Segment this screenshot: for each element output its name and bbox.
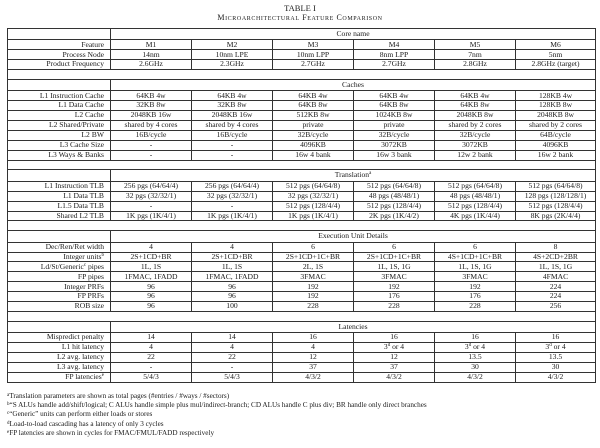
empty-cell [8, 321, 111, 332]
row-label-text: L2 Cache [74, 110, 104, 120]
table-cell: 37 [273, 362, 354, 372]
table-cell: 3072KB [435, 140, 516, 150]
row-label [8, 362, 111, 372]
table-cell: 22 [111, 353, 192, 363]
table-cell: 30 [435, 362, 516, 372]
table-cell: 48 pgs (48/48/1) [435, 191, 516, 201]
row-label [8, 60, 111, 70]
section-header [8, 170, 596, 181]
section-gap [8, 311, 596, 321]
row-label-text: Integer PRFs [64, 281, 104, 291]
table-cell: 96 [111, 302, 192, 312]
table-cell: M2 [192, 40, 273, 50]
table-cell: 3FMAC [354, 272, 435, 282]
table-cell: 64KB 4w [354, 91, 435, 101]
table-cell: shared by 4 cores [111, 121, 192, 131]
footnote-marker: d [468, 343, 472, 349]
table-cell: 96 [192, 282, 273, 292]
table-row [8, 130, 596, 140]
row-label [8, 111, 111, 121]
table-cell: private [273, 121, 354, 131]
table-row [8, 343, 596, 353]
footnote [7, 429, 595, 438]
table-cell: 16 [273, 333, 354, 343]
table-cell: 64KB 8w [273, 101, 354, 111]
table-row [8, 242, 596, 252]
table-row [8, 60, 596, 70]
table-cell: 192 [435, 282, 516, 292]
table-cell: 48 pgs (48/48/1) [354, 191, 435, 201]
table-row [8, 140, 596, 150]
table-cell: 32 pgs (32/32/1) [192, 191, 273, 201]
table-cell: 16w 2 bank [516, 150, 596, 160]
row-label [8, 262, 111, 272]
table-cell: 1FMAC, 1FADD [111, 272, 192, 282]
table-cell: shared by 4 cores [192, 121, 273, 131]
table-cell: 256 [516, 302, 596, 312]
row-label [8, 191, 111, 201]
table-cell: 2048KB 8w [435, 111, 516, 121]
table-row [8, 150, 596, 160]
row-label [8, 282, 111, 292]
table-cell: 4K pgs (1K/4/4) [435, 211, 516, 221]
row-label [8, 272, 111, 282]
section-header [8, 231, 596, 242]
footnote [7, 392, 595, 401]
table-cell: - [192, 201, 273, 211]
section-title [111, 79, 596, 90]
section-title-text: Core name [336, 28, 370, 38]
table-cell: private [354, 121, 435, 131]
footnote-marker: e [7, 429, 10, 435]
footnote [7, 401, 595, 410]
table-cell: M1 [111, 40, 192, 50]
table-cell: 2.3GHz [192, 60, 273, 70]
table-cell: 128KB 8w [516, 101, 596, 111]
row-label [8, 211, 111, 221]
section-gap [8, 160, 596, 170]
table-cell: M3 [273, 40, 354, 50]
table-cell: - [111, 201, 192, 211]
gap-cell [8, 160, 596, 170]
table-cell: 2.8GHz [435, 60, 516, 70]
table-cell: 100 [192, 302, 273, 312]
table-cell: 64KB 4w [435, 91, 516, 101]
section-title [111, 321, 596, 332]
table-cell: 96 [192, 292, 273, 302]
table-cell: 16 [516, 333, 596, 343]
table-cell: 32KB 8w [111, 101, 192, 111]
table-cell: 22 [192, 353, 273, 363]
table-cell: 64KB 4w [192, 91, 273, 101]
row-label [8, 201, 111, 211]
table-cell: 4 [111, 242, 192, 252]
row-label-text: Dec/Ren/Ret width [45, 242, 104, 251]
row-label [8, 91, 111, 101]
section-title-text: Translation [334, 170, 370, 180]
table-cell: 5/4/3 [192, 372, 273, 382]
table-row [8, 353, 596, 363]
table-cell: 192 [273, 292, 354, 302]
table-cell: 12 [273, 353, 354, 363]
table-cell: 512 pgs (128/4/4) [354, 201, 435, 211]
row-label [8, 302, 111, 312]
feature-table [7, 28, 596, 383]
footnote-text: “Generic” units can perform either loads or stores [9, 410, 153, 419]
table-cell: - [111, 362, 192, 372]
row-label [8, 121, 111, 131]
section-title [111, 29, 596, 40]
table-cell: 37 [354, 362, 435, 372]
gap-cell [8, 311, 596, 321]
table-cell: 2048KB 16w [192, 111, 273, 121]
table-cell: 128 pgs (128/128/1) [516, 191, 596, 201]
table-cell: 2048KB 8w [516, 111, 596, 121]
table-cell: 1L, 1S [111, 262, 192, 272]
table-cell: 228 [435, 302, 516, 312]
row-label-text: Product Frequency [46, 59, 104, 69]
table-cell: M6 [516, 40, 596, 50]
footnote-text: Load-to-load cascading has a latency of only 3 cycles [9, 419, 164, 428]
section-gap [8, 221, 596, 231]
row-label [8, 101, 111, 111]
table-cell: 96 [111, 292, 192, 302]
section-header [8, 79, 596, 90]
table-cell: 3$^d$ or 4 [516, 343, 596, 353]
row-label-text: L3 Cache Size [59, 140, 104, 150]
table-cell: 176 [354, 292, 435, 302]
table-row [8, 101, 596, 111]
row-label-text: L1 Data Cache [58, 100, 104, 110]
table-cell: 192 [273, 282, 354, 292]
table-cell: 64KB 4w [273, 91, 354, 101]
table-cell: 14 [111, 333, 192, 343]
section-title-text: Latencies [338, 321, 368, 331]
table-cell: 30 [516, 362, 596, 372]
table-cell: 8 [516, 242, 596, 252]
table-cell: 2.7GHz [273, 60, 354, 70]
row-label-text: L3 avg. latency [56, 362, 104, 372]
footnotes [7, 392, 595, 438]
row-label-text: L1 Instruction TLB [44, 181, 104, 191]
table-cell: - [192, 362, 273, 372]
table-cell: 512 pgs (64/64/8) [435, 181, 516, 191]
table-cell: 512 pgs (64/64/8) [354, 181, 435, 191]
table-row [8, 121, 596, 131]
table-cell: 512KB 8w [273, 111, 354, 121]
section-header [8, 29, 596, 40]
table-cell: 2K pgs (1K/4/2) [354, 211, 435, 221]
row-label [8, 140, 111, 150]
table-row [8, 40, 596, 50]
table-row [8, 211, 596, 221]
table-cell: - [192, 150, 273, 160]
row-label [8, 333, 111, 343]
row-label [8, 343, 111, 353]
table-row [8, 91, 596, 101]
table-cell: 16w 4 bank [273, 150, 354, 160]
row-label-text: Ld/St/Generic [40, 261, 84, 271]
section-gap [8, 70, 596, 80]
table-cell: - [111, 150, 192, 160]
row-label-text: Shared L2 TLB [56, 211, 104, 220]
row-label-suffix: pipes [86, 261, 104, 271]
row-label-text: L3 Ways & Banks [48, 150, 104, 159]
footnote-text: Translation parameters are shown as total pages (#entries / #ways / #sectors) [9, 392, 230, 400]
row-label-text: ROB size [74, 301, 104, 311]
table-cell: 4 [273, 343, 354, 353]
table-row [8, 262, 596, 272]
table-row [8, 292, 596, 302]
footnote-text: “S ALUs handle add/shift/logical; C ALUs handle simple plus mul/indirect-branch; CD ALUs handle C plus div; BR handle only direct branches [9, 401, 427, 410]
footnote-marker: e [101, 373, 104, 379]
table-cell: 2S+1CD+BR [111, 252, 192, 262]
table-row [8, 50, 596, 60]
table-cell: 256 pgs (64/64/4) [192, 181, 273, 191]
row-label [8, 372, 111, 382]
table-cell: 192 [354, 282, 435, 292]
footnote-marker: d [7, 420, 10, 426]
table-cell: 64KB 8w [435, 101, 516, 111]
table-cell: 1024KB 8w [354, 111, 435, 121]
table-cell: 2.6GHz [111, 60, 192, 70]
footnote-marker: d [387, 343, 391, 349]
table-cell: 3FMAC [273, 272, 354, 282]
table-cell: 13.5 [516, 353, 596, 363]
row-label [8, 50, 111, 60]
table-cell: 2S+1CD+1C+BR [354, 252, 435, 262]
footnote-marker: b [101, 252, 104, 258]
table-title: Microarchitectural Feature Comparison [217, 13, 383, 22]
table-cell: M5 [435, 40, 516, 50]
table-cell: 64KB 8w [354, 101, 435, 111]
table-row [8, 111, 596, 121]
row-label [8, 150, 111, 160]
table-cell: 3$^d$ or 4 [435, 343, 516, 353]
row-label-text: L1 hit latency [61, 342, 104, 352]
table-cell: 1L, 1S [192, 262, 273, 272]
table-cell: 224 [516, 282, 596, 292]
table-cell: 2048KB 16w [111, 111, 192, 121]
table-cell: 512 pgs (64/64/8) [516, 181, 596, 191]
table-cell: - [111, 140, 192, 150]
empty-cell [8, 79, 111, 90]
table-cell: 2S+1CD+1C+BR [273, 252, 354, 262]
footnote [7, 420, 595, 429]
table-cell: 16 [435, 333, 516, 343]
table-cell: 1L, 1S, 1G [516, 262, 596, 272]
table-cell: 32B/cycle [273, 130, 354, 140]
table-cell: 32 pgs (32/32/1) [273, 191, 354, 201]
table-cell: 10nm LPE [192, 50, 273, 60]
table-cell: 256 pgs (64/64/4) [111, 181, 192, 191]
table-cell: 3$^d$ or 4 [354, 343, 435, 353]
table-cell: 13.5 [435, 353, 516, 363]
table-cell: 1L, 1S, 1G [435, 262, 516, 272]
footnote-marker: a [369, 171, 372, 177]
row-label-text: L2 BW [81, 130, 104, 140]
footnote-marker: d [549, 343, 552, 349]
table-cell: 1L, 1S, 1G [354, 262, 435, 272]
table-row [8, 282, 596, 292]
row-label [8, 40, 111, 50]
table-cell: 128KB 4w [516, 91, 596, 101]
table-cell: 224 [516, 292, 596, 302]
table-cell: 96 [111, 282, 192, 292]
table-cell: 16B/cycle [111, 130, 192, 140]
table-cell: 4096KB [516, 140, 596, 150]
row-label-text: L1.5 Data TLB [57, 201, 104, 210]
row-label-text: FP PRFs [77, 291, 104, 301]
section-title [111, 231, 596, 242]
table-cell: 4 [192, 242, 273, 252]
table-cell: 512 pgs (128/4/4) [273, 201, 354, 211]
table-number: TABLE I [284, 3, 316, 13]
table-cell: 512 pgs (128/4/4) [516, 201, 596, 211]
section-header [8, 321, 596, 332]
table-cell: 4/3/2 [435, 372, 516, 382]
footnote-marker: b [7, 402, 10, 408]
table-cell: 4/3/2 [273, 372, 354, 382]
table-cell: 2.8GHz (target) [516, 60, 596, 70]
empty-cell [8, 231, 111, 242]
table-cell: 1K pgs (1K/4/1) [111, 211, 192, 221]
table-cell: 512 pgs (128/4/4) [435, 201, 516, 211]
table-cell: 4FMAC [516, 272, 596, 282]
row-label [8, 353, 111, 363]
table-cell: 2.7GHz [354, 60, 435, 70]
table-cell: 3FMAC [435, 272, 516, 282]
table-cell: 64B/cycle [516, 130, 596, 140]
table-cell: 4S+1CD+1C+BR [435, 252, 516, 262]
table-cell: 4 [192, 343, 273, 353]
table-cell: 176 [435, 292, 516, 302]
row-label [8, 181, 111, 191]
table-cell: 8nm LPP [354, 50, 435, 60]
table-cell: 512 pgs (64/64/8) [273, 181, 354, 191]
table-cell: 14 [192, 333, 273, 343]
table-cell: 4 [111, 343, 192, 353]
table-row [8, 333, 596, 343]
table-cell: 32KB 8w [192, 101, 273, 111]
table-row [8, 191, 596, 201]
footnote-marker: c [7, 411, 10, 417]
table-cell: 2S+1CD+BR [192, 252, 273, 262]
table-cell: 1FMAC, 1FADD [192, 272, 273, 282]
row-label-text: Integer units [63, 252, 102, 261]
footnote-marker: a [7, 393, 10, 398]
table-cell: 6 [354, 242, 435, 252]
table-cell: M4 [354, 40, 435, 50]
table-cell: shared by 2 cores [435, 121, 516, 131]
table-cell: 32 pgs (32/32/1) [111, 191, 192, 201]
table-row [8, 302, 596, 312]
table-row [8, 252, 596, 262]
row-label [8, 292, 111, 302]
row-label [8, 130, 111, 140]
row-label [8, 252, 111, 262]
table-cell: 228 [273, 302, 354, 312]
row-label-text: L1 Instruction Cache [39, 90, 104, 100]
footnote-text: FP latencies are shown in cycles for FMAC/FMUL/FADD respectively [9, 428, 215, 437]
table-row [8, 272, 596, 282]
table-cell: 3072KB [354, 140, 435, 150]
row-label-text: Feature [81, 39, 104, 49]
section-title-text: Caches [342, 79, 364, 89]
table-cell: 16B/cycle [192, 130, 273, 140]
row-label [8, 242, 111, 252]
table-cell: 12 [354, 353, 435, 363]
table-cell: 6 [273, 242, 354, 252]
table-cell: 16 [354, 333, 435, 343]
table-cell: 32B/cycle [354, 130, 435, 140]
footnote [7, 410, 595, 419]
table-cell: - [192, 140, 273, 150]
empty-cell [8, 29, 111, 40]
table-cell: 4S+2CD+2BR [516, 252, 596, 262]
table-cell: 7nm [435, 50, 516, 60]
table-cell: 14nm [111, 50, 192, 60]
row-label-text: FP pipes [77, 271, 104, 281]
table-cell: 1K pgs (1K/4/1) [273, 211, 354, 221]
table-cell: 228 [354, 302, 435, 312]
table-cell: 32B/cycle [435, 130, 516, 140]
section-title [111, 170, 596, 181]
empty-cell [8, 170, 111, 181]
table-row [8, 201, 596, 211]
table-cell: 8K pgs (2K/4/4) [516, 211, 596, 221]
table-cell: 64KB 4w [111, 91, 192, 101]
gap-cell [8, 70, 596, 80]
table-cell: 1K pgs (1K/4/1) [192, 211, 273, 221]
row-label-text: Process Node [62, 49, 104, 59]
table-cell: 5nm [516, 50, 596, 60]
row-label-text: FP latencies [65, 372, 102, 382]
table-cell: 4/3/2 [354, 372, 435, 382]
row-label-text: L2 Shared/Private [48, 120, 104, 130]
table-cell: 5/4/3 [111, 372, 192, 382]
table-cell: 2L, 1S [273, 262, 354, 272]
table-row [8, 372, 596, 382]
table-cell: 4/3/2 [516, 372, 596, 382]
table-cell: 10nm LPP [273, 50, 354, 60]
table-cell: 4096KB [273, 140, 354, 150]
table-cell: 6 [435, 242, 516, 252]
table-cell: 16w 3 bank [354, 150, 435, 160]
footnote-marker: c [83, 262, 87, 268]
table-cell: shared by 2 cores [516, 121, 596, 131]
table-row [8, 181, 596, 191]
gap-cell [8, 221, 596, 231]
row-label-text: Mispredict penalty [46, 332, 104, 342]
row-label-text: L2 avg. latency [56, 352, 104, 362]
table-cell: 12w 2 bank [435, 150, 516, 160]
row-label-text: L1 Data TLB [63, 191, 104, 200]
section-title-text: Execution Unit Details [318, 231, 388, 241]
table-row [8, 362, 596, 372]
